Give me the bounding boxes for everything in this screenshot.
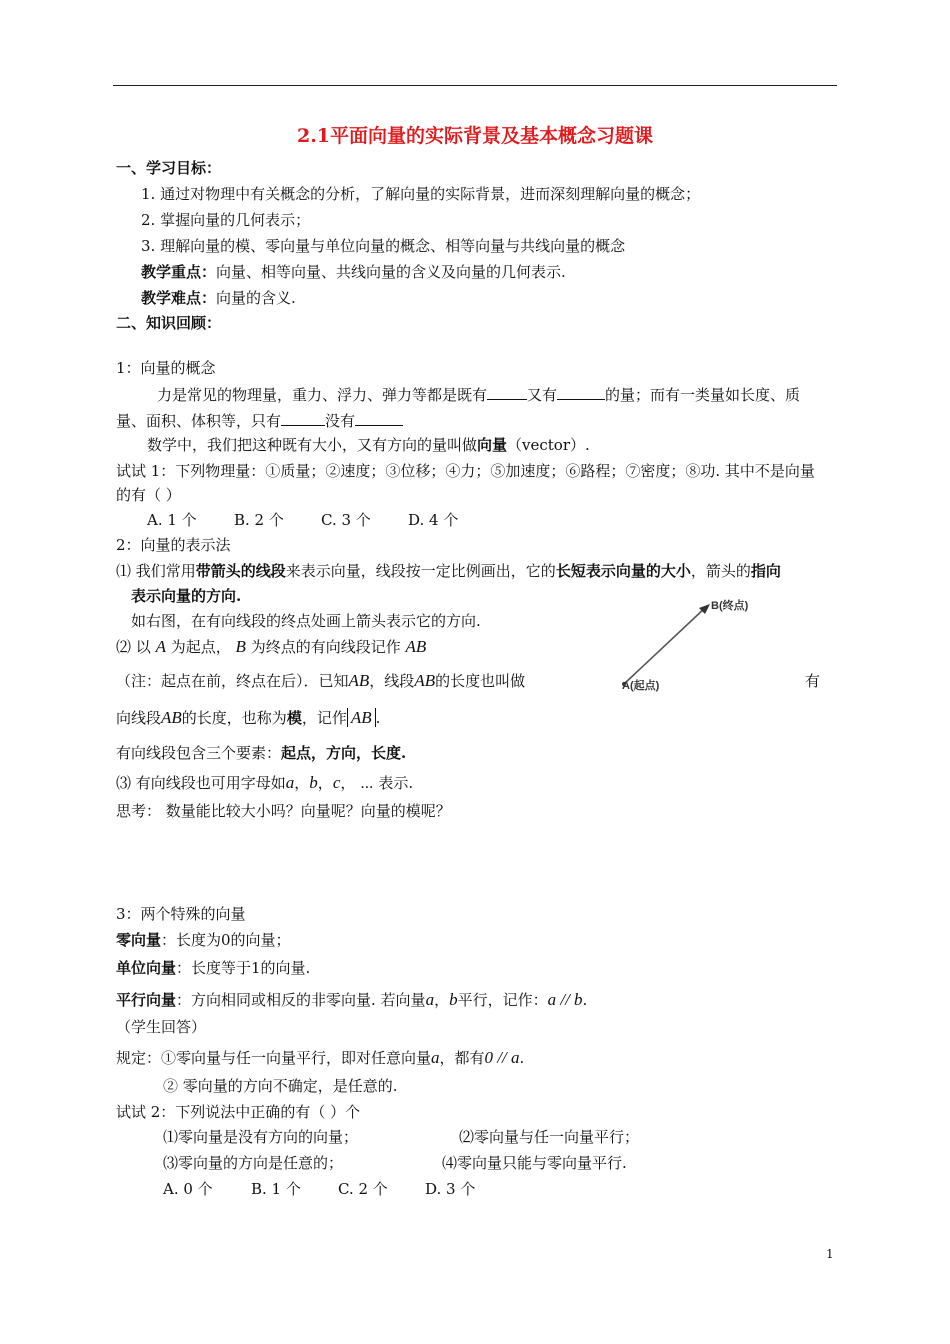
- rep2-a: ⑵ 以: [116, 638, 151, 656]
- exercise2-heading: 试试 2：下列说法中正确的有（ ）个: [116, 1103, 361, 1121]
- concept-line-2: [116, 410, 403, 431]
- parallel-vector-def: [116, 990, 587, 1010]
- parallel-text-2: 平行，记作：: [457, 991, 548, 1009]
- concept-text-f: 数学中，我们把这种既有大小，又有方向的量叫做: [147, 436, 478, 454]
- exercise1-line2: 的有（ ）: [116, 486, 181, 504]
- representation-line-2: [116, 637, 426, 657]
- rep-text-f: 指向: [750, 562, 781, 580]
- rep-text-b: 带箭头的线段: [195, 562, 286, 580]
- letter-b: b: [309, 773, 318, 792]
- goal-2: 2. 掌握向量的几何表示；: [141, 211, 311, 229]
- blank-4: [355, 410, 403, 426]
- concept-text-d: 量、面积、体积等，只有: [116, 412, 282, 430]
- exercise1-option-b: B. 2 个: [234, 511, 284, 529]
- concept-line-1: [157, 384, 800, 405]
- representation-line-3-end: 有: [805, 672, 821, 690]
- rep-text-c: 来表示向量，线段按一定比例画出，它的: [285, 562, 556, 580]
- parallel-label: 平行向量: [116, 991, 177, 1009]
- directed-segment-figure: [610, 590, 790, 700]
- zero-vector-def: [116, 930, 291, 950]
- vector-ab-1: AB: [405, 637, 427, 656]
- rep3-c: ，线段: [369, 672, 415, 690]
- concept-text-b: 又有: [527, 386, 558, 404]
- key-point-label: 教学重点：: [141, 263, 217, 281]
- rep6-sep2: ，: [317, 774, 333, 792]
- representation-line-1: [116, 561, 781, 581]
- unit-vector-label: 单位向量: [116, 959, 177, 977]
- parallel-formula: a // b: [547, 990, 583, 1009]
- key-point-text: 向量、相等向量、共线向量的含义及向量的几何表示.: [216, 263, 566, 281]
- concept-text-a: 力是常见的物理量，重力、浮力、弹力等都是既有: [157, 386, 488, 404]
- concept-line-3: [147, 435, 590, 455]
- unit-vector-def: [116, 958, 310, 978]
- representation-line-4: [116, 708, 380, 728]
- unit-vector-text: ：长度等于1的向量.: [176, 959, 311, 977]
- modulus-ab: AB: [347, 708, 376, 727]
- rep-text-a: ⑴ 我们常用: [116, 562, 196, 580]
- rule-1-a: a: [431, 1048, 440, 1067]
- vector-term: 向量: [477, 436, 508, 454]
- representation-line-1b: 表示向量的方向.: [131, 587, 242, 605]
- rep4-c: 的长度，也称为: [181, 709, 287, 727]
- rep3-e: 的长度也叫做: [435, 672, 526, 690]
- parallel-sep: ，: [434, 991, 450, 1009]
- rep2-e: 为终点的有向线段记作: [250, 638, 401, 656]
- representation-line-6: [116, 773, 413, 793]
- rep3-a: （注：起点在前，终点在后）．已知: [116, 672, 349, 690]
- vector-english: （vector）.: [507, 436, 590, 454]
- letter-c: c: [332, 773, 341, 792]
- exercise2-option-a: A. 0 个: [163, 1180, 213, 1198]
- label-a: A(起点): [622, 680, 660, 692]
- exercise2-option-d: D. 3 个: [425, 1180, 476, 1198]
- exercise2-option-b: B. 1 个: [251, 1180, 301, 1198]
- exercise2-item-1: ⑴零向量是没有方向的向量；: [163, 1128, 359, 1146]
- header-rule: [113, 85, 837, 86]
- segment-line: [624, 607, 706, 684]
- rep4-a: 向线段: [116, 709, 162, 727]
- exercise2-item-4: ⑷零向量只能与零向量平行.: [442, 1154, 627, 1172]
- exercise2-item-3: ⑶零向量的方向是任意的；: [163, 1154, 344, 1172]
- vector-ab-2: AB: [348, 671, 370, 690]
- blank-1: [487, 384, 527, 400]
- point-b: B: [235, 637, 246, 656]
- exercise1-option-c: C. 3 个: [321, 511, 371, 529]
- vector-representation-heading: 2：向量的表示法: [116, 536, 231, 554]
- exercise2-item-2: ⑵零向量与任一向量平行；: [459, 1128, 640, 1146]
- representation-line-3: [116, 671, 525, 691]
- zero-vector-label: 零向量: [116, 931, 162, 949]
- rep6-end: ， ⋯ 表示.: [340, 774, 414, 792]
- difficult-point-text: 向量的含义.: [216, 289, 296, 307]
- elements-text: 有向线段包含三个要素：: [116, 744, 282, 762]
- rep-text-d: 长短表示向量的大小: [555, 562, 691, 580]
- rule-1-formula: 0 // a: [484, 1048, 520, 1067]
- three-elements: [116, 743, 406, 763]
- segment-ab: AB: [414, 671, 436, 690]
- rep6-sep1: ，: [294, 774, 310, 792]
- special-vectors-heading: 3：两个特殊的向量: [116, 905, 246, 923]
- parallel-b: b: [449, 990, 458, 1009]
- rule-1-end: .: [519, 1049, 525, 1067]
- exercise1-line1: 试试 1：下列物理量：①质量；②速度；③位移；④力；⑤加速度；⑥路程；⑦密度；⑧功. 其中不是向量: [116, 462, 815, 480]
- rep6-a: ⑶ 有向线段也可用字母如: [116, 774, 286, 792]
- letter-a: a: [285, 773, 295, 792]
- parallel-end: .: [582, 991, 588, 1009]
- point-a: A: [155, 637, 166, 656]
- rep4-e: ，记作: [301, 709, 347, 727]
- blank-2: [557, 384, 605, 400]
- rule-1-mid: ，都有: [439, 1049, 485, 1067]
- section2-heading: 二、知识回顾：: [116, 314, 222, 332]
- section1-heading: 一、学习目标：: [116, 159, 222, 177]
- difficult-point: [141, 288, 296, 308]
- elements-list: 起点，方向，长度.: [281, 744, 407, 762]
- blank-3: [281, 410, 325, 426]
- rep2-c: 为起点，: [170, 638, 231, 656]
- think-question: 思考： 数量能比较大小吗？向量呢？向量的模呢？: [116, 802, 451, 820]
- key-point: [141, 262, 566, 282]
- figure-note: 如右图，在有向线段的终点处画上箭头表示它的方向.: [131, 612, 481, 630]
- zero-vector-text: ：长度为0的向量；: [161, 931, 291, 949]
- exercise2-option-c: C. 2 个: [338, 1180, 388, 1198]
- parallel-text-1: ：方向相同或相反的非零向量. 若向量: [176, 991, 426, 1009]
- goal-1: 1. 通过对物理中有关概念的分析，了解向量的实际背景，进而深刻理解向量的概念；: [141, 185, 701, 203]
- student-answer: （学生回答）: [116, 1018, 207, 1036]
- label-b: B(终点): [711, 600, 749, 612]
- difficult-point-label: 教学难点：: [141, 289, 217, 307]
- exercise1-option-a: A. 1 个: [147, 511, 197, 529]
- rule-2: ② 零向量的方向不确定，是任意的.: [163, 1077, 398, 1095]
- vector-concept-heading: 1：向量的概念: [116, 359, 216, 377]
- goal-3: 3. 理解向量的模、零向量与单位向量的概念、相等向量与共线向量的概念: [141, 237, 626, 255]
- parallel-a: a: [425, 990, 435, 1009]
- rep-text-e: ，箭头的: [690, 562, 751, 580]
- modulus-term: 模: [286, 709, 302, 727]
- concept-text-c: 的量；而有一类量如长度、质: [605, 386, 801, 404]
- page-number: 1: [826, 1247, 834, 1261]
- rule-1-text: 规定：①零向量与任一向量平行，即对任意向量: [116, 1049, 432, 1067]
- rule-1: [116, 1048, 524, 1068]
- exercise1-option-d: D. 4 个: [408, 511, 459, 529]
- vector-ab-3: AB: [161, 708, 182, 727]
- concept-text-e: 没有: [325, 412, 356, 430]
- page-title: 2.1平面向量的实际背景及基本概念习题课: [296, 125, 654, 147]
- rep4-g: .: [375, 709, 381, 727]
